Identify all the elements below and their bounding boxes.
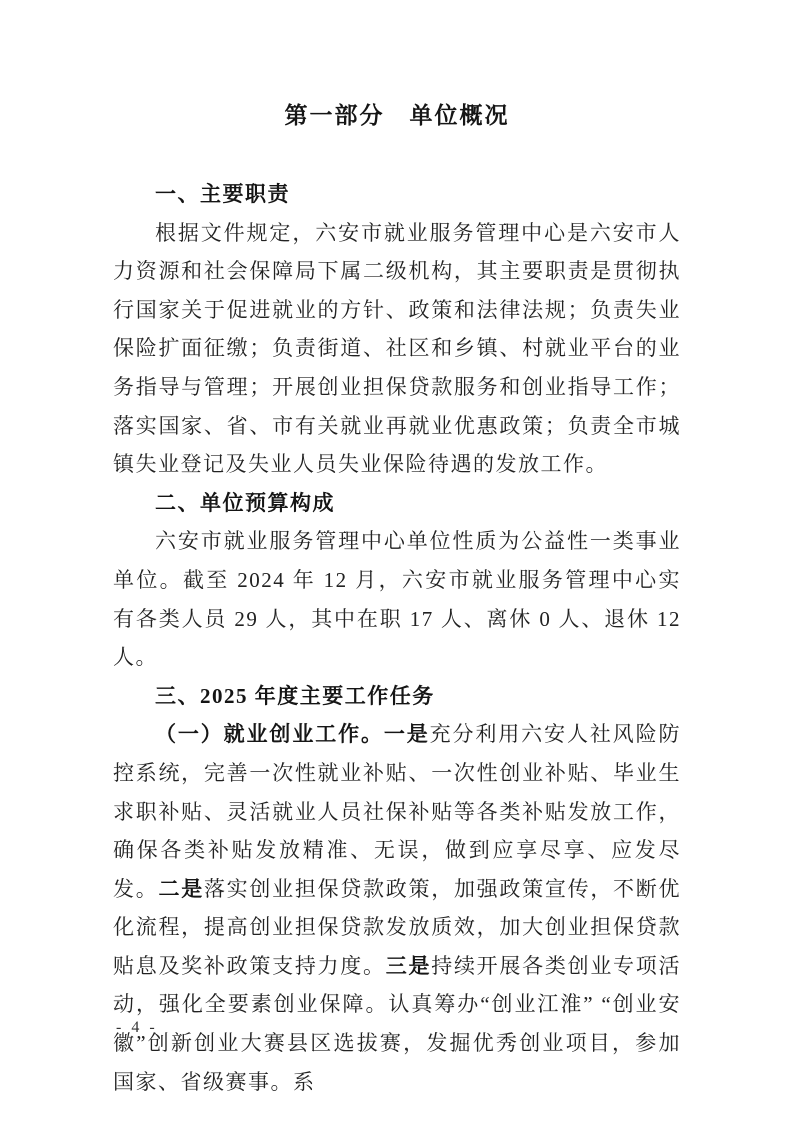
paragraph — [113, 522, 681, 676]
section-heading-1: 一、主要职责 — [155, 182, 290, 206]
section-heading-3: 三、2025 年度主要工作任务 — [155, 683, 435, 708]
section-budget-composition — [113, 484, 681, 677]
section-2025-work-tasks — [113, 677, 681, 1102]
section-heading-2: 二、单位预算构成 — [155, 490, 335, 515]
bold-run: 二是 — [158, 876, 204, 901]
document-title: 第一部分 单位概况 — [284, 102, 510, 128]
section-main-duties — [113, 175, 681, 484]
page-number: - 4 - — [116, 1019, 158, 1036]
paragraph — [113, 715, 681, 1101]
text-run: 根据文件规定，六安市就业服务管理中心是六安市人力资源和社会保障局下属二级机构，其主要职责是贯彻执行国家关于促进就业的方针、政策和法律法规；负责失业保险扩面征缴；负责街道、社区和乡镇、村就业平台的业务指导与管理；开展创业担保贷款服务和创业指导工作；落实国家、省、市有关就业再就业优惠政策；负责全市城镇失业登记及失业人员失业保险待遇的发放工作。 — [113, 220, 681, 477]
text-run: 持续开展各类创业专项活动，强化全要素创业保障。认真筹办“创业江淮” “创业安徽”创新创业大赛县区选拔赛，发掘优秀创业项目，参加国家、省级赛事。系 — [113, 953, 682, 1094]
text-run: 充分利用六安人社风险防控系统，完善一次性就业补贴、一次性创业补贴、毕业生求职补贴、灵活就业人员社保补贴等各类补贴发放工作，确保各类补贴发放精准、无误，做到应享尽享、应发尽发。 — [113, 722, 682, 901]
paragraph — [113, 214, 681, 484]
bold-run: 三是 — [385, 953, 432, 978]
text-run: 落实创业担保贷款政策，加强政策宣传，不断优化流程，提高创业担保贷款发放质效，加大创业担保贷款贴息及奖补政策支持力度。 — [113, 876, 682, 978]
bold-run: （一）就业创业工作。一是 — [155, 722, 430, 747]
text-run: 六安市就业服务管理中心单位性质为公益性一类事业单位。截至 2024 年 12 月，六安市就业服务管理中心实有各类人员 29 人，其中在职 17 人、离休 0 人、退休 12 人。 — [113, 529, 681, 670]
